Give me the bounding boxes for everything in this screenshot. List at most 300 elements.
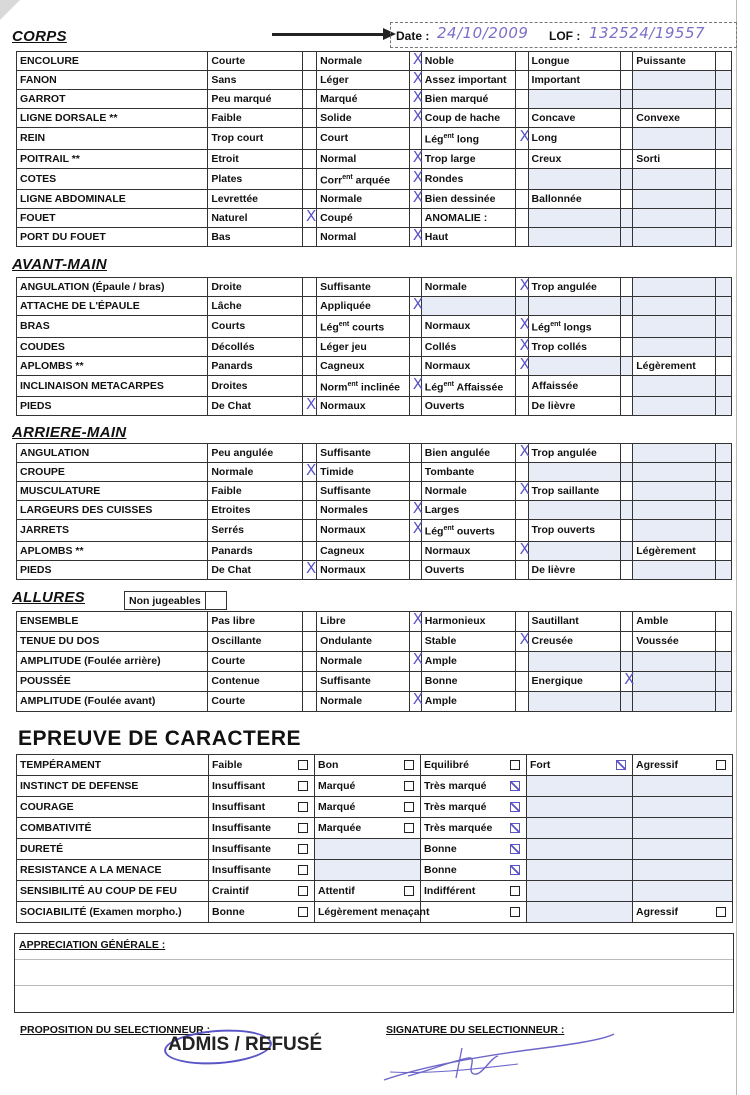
check-cell[interactable]	[516, 337, 528, 356]
check-cell[interactable]	[302, 652, 316, 672]
option-label: Trop saillante	[528, 482, 621, 501]
check-cell[interactable]	[302, 375, 316, 397]
table-row	[17, 797, 733, 818]
check-cell[interactable]	[302, 501, 316, 520]
checkbox-checked-icon[interactable]	[616, 760, 626, 770]
check-cell[interactable]	[516, 375, 528, 397]
check-cell[interactable]	[302, 109, 316, 128]
option-cell[interactable]	[421, 776, 527, 797]
checkbox-checked-icon[interactable]	[510, 781, 520, 791]
lof-value[interactable]: 132524/19557	[589, 24, 706, 42]
check-cell[interactable]	[516, 501, 528, 520]
check-cell[interactable]	[715, 109, 731, 128]
check-cell[interactable]	[715, 397, 731, 416]
proposition-label: PROPOSITION DU SELECTIONNEUR :	[20, 1024, 211, 1036]
check-cell[interactable]	[715, 560, 731, 579]
check-cell[interactable]	[302, 228, 316, 247]
check-cell[interactable]	[516, 397, 528, 416]
check-cell[interactable]	[715, 168, 731, 190]
check-cell[interactable]	[715, 71, 731, 90]
option-label: Ample	[421, 692, 516, 712]
table-row	[17, 52, 732, 71]
check-cell[interactable]	[715, 209, 731, 228]
option-label: Trop large	[421, 149, 516, 168]
check-cell[interactable]	[715, 612, 731, 632]
option-label	[528, 501, 621, 520]
check-cell[interactable]	[409, 297, 421, 316]
option-cell[interactable]	[421, 797, 527, 818]
option-cell[interactable]	[315, 755, 421, 776]
check-cell[interactable]	[516, 52, 528, 71]
check-cell[interactable]	[409, 501, 421, 520]
check-cell[interactable]	[302, 128, 316, 150]
check-cell[interactable]	[621, 90, 633, 109]
checkbox-icon[interactable]	[298, 844, 308, 854]
check-cell[interactable]	[621, 71, 633, 90]
check-cell[interactable]	[516, 632, 528, 652]
checkbox-checked-icon[interactable]	[510, 802, 520, 812]
check-cell[interactable]	[302, 444, 316, 463]
check-cell[interactable]	[409, 128, 421, 150]
option-cell[interactable]	[209, 818, 315, 839]
criterion-label: LIGNE DORSALE **	[17, 109, 208, 128]
check-cell[interactable]	[302, 482, 316, 501]
table-row	[17, 541, 732, 560]
criterion-label: ENCOLURE	[17, 52, 208, 71]
verdict-text[interactable]: ADMIS / REFUSÉ	[168, 1034, 323, 1055]
check-cell[interactable]	[516, 71, 528, 90]
check-cell[interactable]	[409, 52, 421, 71]
criterion-label: DURETÉ	[17, 839, 209, 860]
check-cell[interactable]	[302, 297, 316, 316]
check-cell[interactable]	[621, 672, 633, 692]
table-allures	[16, 611, 732, 712]
check-cell[interactable]	[715, 375, 731, 397]
checkbox-icon[interactable]	[298, 823, 308, 833]
option-cell[interactable]	[633, 755, 733, 776]
option-label: Insuffisante	[212, 822, 271, 834]
option-cell[interactable]	[527, 755, 633, 776]
check-cell[interactable]	[302, 356, 316, 375]
table-row	[17, 128, 732, 150]
check-cell[interactable]	[409, 520, 421, 542]
option-label: Lâche	[208, 297, 303, 316]
option-label	[633, 278, 716, 297]
option-label	[633, 90, 716, 109]
check-cell[interactable]	[621, 128, 633, 150]
criterion-label: SOCIABILITÉ (Examen morpho.)	[17, 902, 209, 923]
check-cell[interactable]	[715, 652, 731, 672]
checkbox-icon[interactable]	[404, 823, 414, 833]
check-cell[interactable]	[621, 337, 633, 356]
check-cell[interactable]	[409, 560, 421, 579]
check-cell[interactable]	[516, 672, 528, 692]
check-cell[interactable]	[516, 463, 528, 482]
check-cell[interactable]	[715, 52, 731, 71]
option-label: Suffisante	[317, 444, 410, 463]
option-label: Très marqué	[424, 780, 487, 792]
check-cell[interactable]	[409, 316, 421, 338]
check-cell[interactable]	[621, 444, 633, 463]
criterion-label: APLOMBS **	[17, 356, 208, 375]
option-cell[interactable]	[209, 797, 315, 818]
option-cell[interactable]	[421, 755, 527, 776]
check-cell[interactable]	[621, 692, 633, 712]
option-label: Marqué	[317, 90, 410, 109]
checkbox-icon[interactable]	[404, 802, 414, 812]
check-mark-icon: X	[412, 226, 423, 244]
check-cell[interactable]	[409, 541, 421, 560]
option-label: De Chat	[208, 560, 303, 579]
check-cell[interactable]	[516, 316, 528, 338]
option-cell[interactable]	[209, 839, 315, 860]
check-cell[interactable]	[409, 90, 421, 109]
option-label: Cagneux	[317, 541, 410, 560]
checkbox-checked-icon[interactable]	[510, 865, 520, 875]
check-cell[interactable]	[621, 190, 633, 209]
option-label	[633, 71, 716, 90]
option-cell[interactable]	[315, 902, 430, 923]
option-label: Bonne	[421, 672, 516, 692]
option-label: Lég$^{ent}$ courts	[317, 316, 410, 338]
appreciation-line[interactable]	[15, 986, 733, 1011]
check-cell[interactable]	[516, 128, 528, 150]
check-cell[interactable]	[409, 190, 421, 209]
check-cell[interactable]	[621, 463, 633, 482]
check-mark-icon: X	[412, 188, 423, 206]
checkbox-icon[interactable]	[298, 886, 308, 896]
check-cell[interactable]	[409, 337, 421, 356]
checkbox-icon[interactable]	[716, 907, 726, 917]
date-value[interactable]: 24/10/2009	[437, 24, 529, 42]
check-cell[interactable]	[715, 632, 731, 652]
table-row	[17, 672, 732, 692]
check-cell[interactable]	[516, 190, 528, 209]
option-label: Légèrement menaçant	[318, 906, 430, 918]
check-cell[interactable]	[516, 356, 528, 375]
criterion-label: TENUE DU DOS	[17, 632, 208, 652]
option-label: Concave	[528, 109, 621, 128]
check-cell[interactable]	[516, 109, 528, 128]
check-cell[interactable]	[409, 278, 421, 297]
check-cell[interactable]	[302, 463, 316, 482]
check-cell[interactable]	[621, 278, 633, 297]
check-cell[interactable]	[715, 337, 731, 356]
check-cell[interactable]	[409, 209, 421, 228]
check-cell[interactable]	[302, 692, 316, 712]
option-label: Rondes	[421, 168, 516, 190]
appreciation-line[interactable]	[15, 960, 733, 986]
table-row	[17, 755, 733, 776]
option-label	[633, 297, 716, 316]
checkbox-icon[interactable]	[298, 865, 308, 875]
option-label	[633, 316, 716, 338]
check-cell[interactable]	[715, 128, 731, 150]
criterion-label: PIEDS	[17, 397, 208, 416]
check-cell[interactable]	[715, 541, 731, 560]
check-cell[interactable]	[302, 90, 316, 109]
checkbox-icon[interactable]	[716, 760, 726, 770]
check-cell[interactable]	[302, 672, 316, 692]
check-cell[interactable]	[302, 278, 316, 297]
check-cell[interactable]	[621, 209, 633, 228]
check-cell[interactable]	[516, 90, 528, 109]
table-row	[17, 356, 732, 375]
check-cell[interactable]	[516, 168, 528, 190]
check-cell[interactable]	[715, 278, 731, 297]
check-cell[interactable]	[621, 612, 633, 632]
check-cell[interactable]	[516, 692, 528, 712]
table-corps	[16, 51, 732, 247]
option-label: Plates	[208, 168, 303, 190]
table-arriere-main	[16, 443, 732, 580]
checkbox-icon[interactable]	[298, 781, 308, 791]
non-jugeables-checkbox[interactable]	[205, 592, 226, 610]
check-cell[interactable]	[409, 632, 421, 652]
option-label: Faible	[212, 759, 243, 771]
check-cell[interactable]	[621, 109, 633, 128]
check-cell[interactable]	[409, 444, 421, 463]
check-cell[interactable]	[302, 397, 316, 416]
check-cell[interactable]	[409, 612, 421, 632]
check-cell[interactable]	[715, 190, 731, 209]
option-label: Timide	[317, 463, 410, 482]
section-title-epreuve: EPREUVE DE CARACTERE	[18, 727, 302, 750]
option-label	[633, 228, 716, 247]
criterion-label: JARRETS	[17, 520, 208, 542]
check-cell[interactable]	[302, 612, 316, 632]
check-cell[interactable]	[715, 444, 731, 463]
criterion-label: SENSIBILITÉ AU COUP DE FEU	[17, 881, 209, 902]
option-label	[633, 672, 716, 692]
option-label: Long	[528, 128, 621, 150]
check-cell[interactable]	[516, 297, 528, 316]
check-cell[interactable]	[621, 297, 633, 316]
option-cell[interactable]	[209, 755, 315, 776]
option-label	[633, 397, 716, 416]
check-cell[interactable]	[409, 168, 421, 190]
check-cell[interactable]	[409, 109, 421, 128]
check-cell[interactable]	[409, 375, 421, 397]
check-cell[interactable]	[621, 375, 633, 397]
option-label: De lièvre	[528, 560, 621, 579]
check-cell[interactable]	[621, 168, 633, 190]
check-mark-icon: X	[519, 315, 530, 334]
option-label: Normale	[317, 190, 410, 209]
checkbox-icon[interactable]	[404, 781, 414, 791]
check-cell[interactable]	[715, 297, 731, 316]
check-cell[interactable]	[621, 356, 633, 375]
option-label	[528, 90, 621, 109]
option-label: Important	[528, 71, 621, 90]
check-cell[interactable]	[409, 652, 421, 672]
option-label: De Chat	[208, 397, 303, 416]
check-cell[interactable]	[621, 501, 633, 520]
option-cell[interactable]	[633, 902, 733, 923]
check-cell[interactable]	[715, 520, 731, 542]
check-cell[interactable]	[409, 228, 421, 247]
check-mark-icon: X	[305, 395, 317, 413]
check-cell[interactable]	[516, 149, 528, 168]
check-cell[interactable]	[715, 356, 731, 375]
option-cell[interactable]	[209, 881, 315, 902]
check-mark-icon: X	[412, 295, 423, 313]
check-cell[interactable]	[715, 90, 731, 109]
check-cell[interactable]	[409, 482, 421, 501]
check-cell[interactable]	[715, 316, 731, 338]
check-cell[interactable]	[409, 71, 421, 90]
checkbox-icon[interactable]	[510, 760, 520, 770]
option-cell[interactable]	[421, 839, 527, 860]
option-cell[interactable]	[315, 776, 421, 797]
non-jugeables-label: Non jugeables	[125, 592, 206, 610]
option-label: Courte	[208, 52, 303, 71]
check-cell[interactable]	[516, 612, 528, 632]
criterion-label: ANGULATION	[17, 444, 208, 463]
check-cell[interactable]	[516, 228, 528, 247]
date-lof-box	[390, 22, 737, 48]
check-cell[interactable]	[715, 672, 731, 692]
option-cell[interactable]	[421, 860, 527, 881]
option-label	[633, 482, 716, 501]
criterion-label: ANGULATION (Épaule / bras)	[17, 278, 208, 297]
check-cell[interactable]	[409, 692, 421, 712]
check-cell[interactable]	[302, 149, 316, 168]
check-cell[interactable]	[715, 501, 731, 520]
check-cell[interactable]	[302, 316, 316, 338]
checkbox-icon[interactable]	[510, 907, 520, 917]
check-cell[interactable]	[516, 520, 528, 542]
check-cell[interactable]	[302, 52, 316, 71]
check-cell[interactable]	[302, 190, 316, 209]
option-label: Craintif	[212, 885, 249, 897]
option-label: Droites	[208, 375, 303, 397]
check-cell[interactable]	[409, 397, 421, 416]
checkbox-icon[interactable]	[510, 886, 520, 896]
checkbox-icon[interactable]	[298, 802, 308, 812]
check-mark-icon: X	[412, 88, 423, 106]
option-label: Insuffisant	[212, 780, 266, 792]
check-cell[interactable]	[621, 149, 633, 168]
check-cell[interactable]	[516, 482, 528, 501]
table-row	[17, 444, 732, 463]
option-label: Ample	[421, 652, 516, 672]
option-label: Indifférent	[424, 885, 476, 897]
option-cell[interactable]	[209, 776, 315, 797]
check-cell[interactable]	[302, 541, 316, 560]
check-cell[interactable]	[516, 444, 528, 463]
check-cell[interactable]	[715, 149, 731, 168]
check-cell[interactable]	[409, 356, 421, 375]
option-label: Courte	[208, 692, 303, 712]
check-cell[interactable]	[715, 692, 731, 712]
check-cell[interactable]	[409, 463, 421, 482]
check-cell[interactable]	[516, 209, 528, 228]
checkbox-checked-icon[interactable]	[510, 844, 520, 854]
option-cell[interactable]	[315, 797, 421, 818]
check-mark-icon: X	[519, 127, 530, 146]
option-label: Normale	[317, 652, 410, 672]
check-cell[interactable]	[621, 316, 633, 338]
option-label: Peu angulée	[208, 444, 303, 463]
date-label: Date :	[396, 29, 430, 43]
checkbox-checked-icon[interactable]	[510, 823, 520, 833]
check-cell[interactable]	[302, 520, 316, 542]
checkbox-icon[interactable]	[298, 907, 308, 917]
check-cell[interactable]	[621, 652, 633, 672]
check-cell[interactable]	[516, 560, 528, 579]
option-label: Léger	[317, 71, 410, 90]
check-cell[interactable]	[621, 228, 633, 247]
option-cell[interactable]	[209, 902, 315, 923]
option-label: Suffisante	[317, 482, 410, 501]
option-label: Etroites	[208, 501, 303, 520]
option-label: Coup de hache	[421, 109, 516, 128]
check-cell[interactable]	[621, 541, 633, 560]
check-cell[interactable]	[516, 278, 528, 297]
check-cell[interactable]	[715, 482, 731, 501]
criterion-label: RESISTANCE A LA MENACE	[17, 860, 209, 881]
option-label: Norm$^{ent}$ inclinée	[317, 375, 410, 397]
check-cell[interactable]	[409, 672, 421, 692]
check-cell[interactable]	[621, 397, 633, 416]
check-cell[interactable]	[302, 337, 316, 356]
option-cell[interactable]	[315, 881, 421, 902]
check-cell[interactable]	[621, 482, 633, 501]
option-label: Court	[317, 128, 410, 150]
check-mark-icon: X	[624, 670, 635, 688]
check-cell[interactable]	[621, 632, 633, 652]
option-label: Normaux	[317, 560, 410, 579]
check-cell[interactable]	[621, 520, 633, 542]
page-right-edge	[736, 0, 737, 1095]
option-label: Trop ouverts	[528, 520, 621, 542]
checkbox-icon[interactable]	[298, 760, 308, 770]
check-cell[interactable]	[621, 560, 633, 579]
appreciation-box[interactable]	[14, 933, 734, 1013]
check-cell[interactable]	[302, 209, 316, 228]
check-cell[interactable]	[302, 632, 316, 652]
option-cell[interactable]	[209, 860, 315, 881]
criterion-label: FANON	[17, 71, 208, 90]
check-cell[interactable]	[409, 149, 421, 168]
check-cell[interactable]	[715, 463, 731, 482]
page-corner-fold	[0, 0, 20, 20]
option-label: Corr$^{ent}$ arquée	[317, 168, 410, 190]
check-cell[interactable]	[302, 71, 316, 90]
option-cell[interactable]	[421, 881, 527, 902]
option-label: Fort	[530, 759, 551, 771]
option-cell[interactable]	[421, 818, 527, 839]
criterion-label: INSTINCT DE DEFENSE	[17, 776, 209, 797]
checkbox-icon[interactable]	[404, 760, 414, 770]
criterion-label: PIEDS	[17, 560, 208, 579]
option-label: Normale	[317, 52, 410, 71]
check-cell[interactable]	[516, 541, 528, 560]
check-cell[interactable]	[516, 652, 528, 672]
option-cell[interactable]	[315, 818, 421, 839]
option-label: Convexe	[633, 109, 716, 128]
option-label: Faible	[208, 482, 303, 501]
option-label	[528, 692, 621, 712]
option-label: Insuffisant	[212, 801, 266, 813]
check-cell[interactable]	[302, 168, 316, 190]
check-cell[interactable]	[302, 560, 316, 579]
option-label: Libre	[317, 612, 410, 632]
check-cell[interactable]	[621, 52, 633, 71]
checkbox-icon[interactable]	[404, 886, 414, 896]
check-cell[interactable]	[715, 228, 731, 247]
